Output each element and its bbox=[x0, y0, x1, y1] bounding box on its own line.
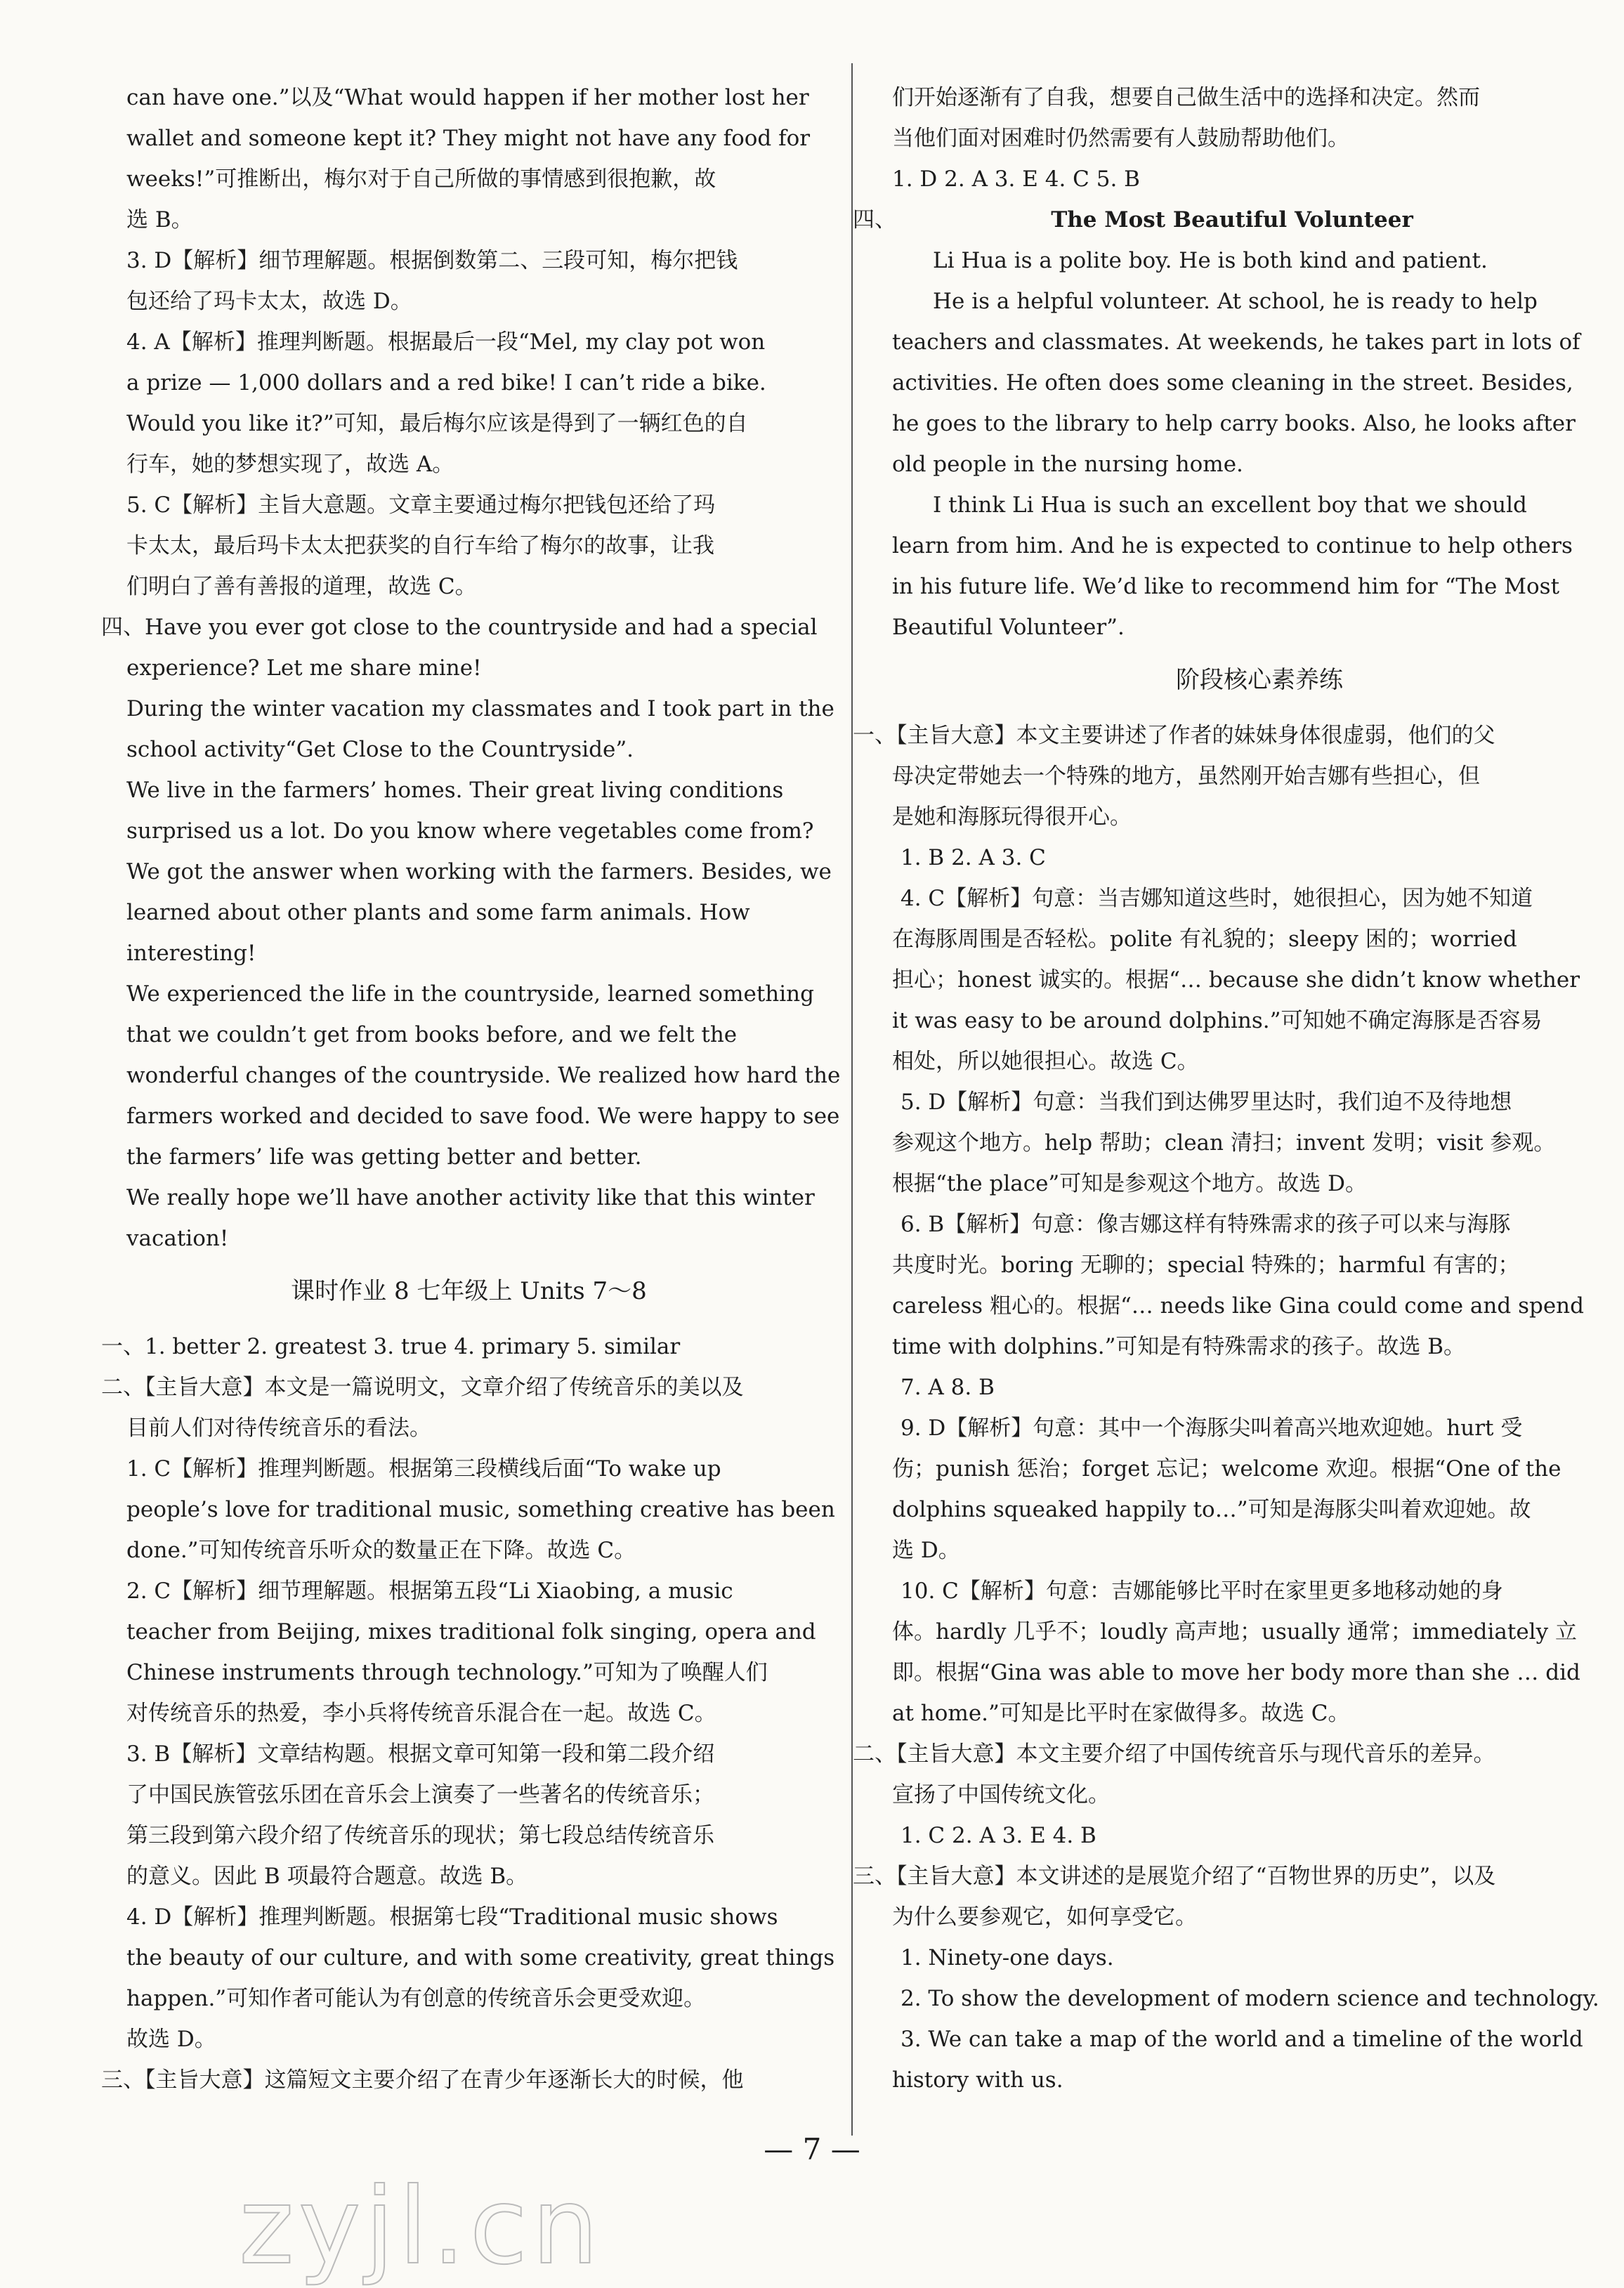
essay-label: 四、 bbox=[853, 207, 896, 233]
text-line: done.”可知传统音乐听众的数量正在下降。故选 C。 bbox=[126, 1538, 636, 1563]
text-line: 根据“the place”可知是参观这个地方。故选 D。 bbox=[892, 1171, 1367, 1196]
text-line: weeks!”可推断出，梅尔对于自己所做的事情感到很抱歉，故 bbox=[126, 166, 716, 192]
text-line: happen.”可知作者可能认为有创意的传统音乐会更受欢迎。 bbox=[126, 1986, 706, 2011]
essay-heading bbox=[853, 200, 1624, 240]
text-line: 行车，她的梦想实现了，故选 A。 bbox=[126, 452, 454, 477]
text-line: it was easy to be around dolphins.”可知她不确定海豚是否容易 bbox=[892, 1008, 1543, 1033]
text-line: can have one.”以及“What would happen if her mother lost her bbox=[126, 85, 809, 110]
text-line: a prize — 1,000 dollars and a red bike! I can’t ride a bike. bbox=[126, 370, 766, 396]
text-line: 们开始逐渐有了自我，想要自己做生活中的选择和决定。然而 bbox=[892, 85, 1480, 110]
text-line: the beauty of our culture, and with some creativity, great things bbox=[126, 1945, 835, 1970]
text-line: at home.”可知是比平时在家做得多。故选 C。 bbox=[892, 1701, 1350, 1726]
text-line: 包还给了玛卡太太，故选 D。 bbox=[126, 289, 412, 314]
text-line: vacation! bbox=[126, 1226, 229, 1251]
text-line: 故选 D。 bbox=[126, 2027, 216, 2052]
text-line: 卡太太，最后玛卡太太把获奖的自行车给了梅尔的故事，让我 bbox=[126, 533, 714, 558]
essay-line: activities. He often does some cleaning in the street. Besides, bbox=[892, 370, 1573, 396]
text-line: We live in the farmers’ homes. Their great living conditions bbox=[126, 778, 784, 803]
text-line: people’s love for traditional music, something creative has been bbox=[126, 1497, 835, 1522]
section-title: 课时作业 8 七年级上 Units 7～8 bbox=[291, 1277, 647, 1305]
text-line: During the winter vacation my classmates and I took part in the bbox=[126, 696, 834, 721]
page-number: — 7 — bbox=[764, 2132, 860, 2166]
text-line: 伤；punish 惩治；forget 忘记；welcome 欢迎。根据“One of the bbox=[892, 1456, 1561, 1482]
answer-2: 2. To show the development of modern science and technology. bbox=[901, 1986, 1599, 2011]
text-line: 宣扬了中国传统文化。 bbox=[892, 1782, 1110, 1807]
answer-3: 3. D【解析】细节理解题。根据倒数第二、三段可知，梅尔把钱 bbox=[126, 248, 738, 273]
text-line: 第三段到第六段介绍了传统音乐的现状；第七段总结传统音乐 bbox=[126, 1823, 714, 1848]
text-line: 体。hardly 几乎不；loudly 高声地；usually 通常；immediately 立 bbox=[892, 1619, 1577, 1645]
text-line: 了中国民族管弦乐团在音乐会上演奏了一些著名的传统音乐； bbox=[126, 1782, 714, 1807]
text-line: careless 粗心的。根据“… needs like Gina could come and spend bbox=[892, 1293, 1584, 1319]
answer-10: 10. C【解析】句意：吉娜能够比平时在家里更多地移动她的身 bbox=[901, 1578, 1503, 1604]
essay-title: The Most Beautiful Volunteer bbox=[1051, 207, 1413, 233]
essay-line: he goes to the library to help carry books. Also, he looks after bbox=[892, 411, 1576, 436]
section-2-summary: 二、【主旨大意】本文主要介绍了中国传统音乐与现代音乐的差异。 bbox=[853, 1741, 1495, 1767]
answer-9: 9. D【解析】句意：其中一个海豚尖叫着高兴地欢迎她。hurt 受 bbox=[901, 1416, 1523, 1441]
section-3-summary: 三、【主旨大意】本文讲述的是展览介绍了“百物世界的历史”，以及 bbox=[853, 1864, 1496, 1889]
text-line: We got the answer when working with the farmers. Besides, we bbox=[126, 859, 832, 884]
answer-list: 1. B 2. A 3. C bbox=[901, 845, 1046, 870]
essay-line: in his future life. We’d like to recommend him for “The Most bbox=[892, 574, 1560, 599]
section-1-summary: 一、【主旨大意】本文主要讲述了作者的妹妹身体很虚弱，他们的父 bbox=[853, 723, 1495, 748]
column-divider bbox=[851, 63, 853, 2136]
text-line: 母决定带她去一个特殊的地方，虽然刚开始吉娜有些担心，但 bbox=[892, 764, 1480, 789]
answer-4: 4. C【解析】句意：当吉娜知道这些时，她很担心，因为她不知道 bbox=[901, 886, 1533, 911]
answer-list: 7. A 8. B bbox=[901, 1375, 995, 1400]
text-line: 共度时光。boring 无聊的；special 特殊的；harmful 有害的； bbox=[892, 1253, 1520, 1278]
answer-5: 5. D【解析】句意：当我们到达佛罗里达时，我们迫不及待地想 bbox=[901, 1090, 1512, 1115]
answer-3: 3. B【解析】文章结构题。根据文章可知第一段和第二段介绍 bbox=[126, 1741, 715, 1767]
essay-line: Li Hua is a polite boy. He is both kind and patient. bbox=[933, 248, 1488, 273]
text-line: the farmers’ life was getting better and better. bbox=[126, 1144, 642, 1170]
essay-line: I think Li Hua is such an excellent boy that we should bbox=[933, 492, 1527, 518]
answer-4: 4. D【解析】推理判断题。根据第七段“Traditional music shows bbox=[126, 1904, 778, 1930]
text-line: 对传统音乐的热爱，李小兵将传统音乐混合在一起。故选 C。 bbox=[126, 1701, 716, 1726]
text-line: experience? Let me share mine! bbox=[126, 655, 482, 681]
text-line: 即。根据“Gina was able to move her body more than she … did bbox=[892, 1660, 1580, 1685]
text-line: We really hope we’ll have another activity like that this winter bbox=[126, 1185, 815, 1210]
text-line: 为什么要参观它，如何享受它。 bbox=[892, 1904, 1197, 1930]
text-line: that we couldn’t get from books before, and we felt the bbox=[126, 1022, 738, 1047]
essay-line: Beautiful Volunteer”. bbox=[892, 615, 1125, 640]
text-line: wallet and someone kept it? They might not have any food for bbox=[126, 126, 811, 151]
text-line: school activity“Get Close to the Countryside”. bbox=[126, 737, 634, 762]
section-1-answers: 一、1. better 2. greatest 3. true 4. primary 5. similar bbox=[101, 1334, 681, 1359]
text-line: 选 D。 bbox=[892, 1538, 960, 1563]
text-line: interesting! bbox=[126, 941, 256, 966]
section-4-essay: 四、Have you ever got close to the countryside and had a special bbox=[101, 615, 818, 640]
right-column bbox=[853, 77, 1624, 2100]
text-line: 当他们面对困难时仍然需要有人鼓励帮助他们。 bbox=[892, 126, 1349, 151]
answer-3: 3. We can take a map of the world and a timeline of the world bbox=[901, 2027, 1583, 2052]
text-line: 们明白了善有善报的道理，故选 C。 bbox=[126, 574, 477, 599]
answer-4: 4. A【解析】推理判断题。根据最后一段“Mel, my clay pot won bbox=[126, 329, 766, 355]
text-line: 担心；honest 诚实的。根据“… because she didn’t know whether bbox=[892, 967, 1580, 993]
text-line: 参观这个地方。help 帮助；clean 清扫；invent 发明；visit 参观。 bbox=[892, 1130, 1556, 1156]
text-line: 在海豚周围是否轻松。polite 有礼貌的；sleepy 困的；worried bbox=[892, 927, 1517, 952]
text-line: Chinese instruments through technology.”可知为了唤醒人们 bbox=[126, 1660, 768, 1685]
text-line: Would you like it?”可知，最后梅尔应该是得到了一辆红色的自 bbox=[126, 411, 748, 436]
essay-line: He is a helpful volunteer. At school, he is ready to help bbox=[933, 289, 1538, 314]
text-line: 目前人们对待传统音乐的看法。 bbox=[126, 1416, 431, 1441]
answer-1: 1. Ninety-one days. bbox=[901, 1945, 1114, 1970]
essay-line: old people in the nursing home. bbox=[892, 452, 1243, 477]
text-line: farmers worked and decided to save food. We were happy to see bbox=[126, 1104, 840, 1129]
section-2-summary: 二、【主旨大意】本文是一篇说明文，文章介绍了传统音乐的美以及 bbox=[101, 1375, 744, 1400]
text-line: 选 B。 bbox=[126, 207, 193, 233]
essay-line: teachers and classmates. At weekends, he takes part in lots of bbox=[892, 329, 1580, 355]
answer-6: 6. B【解析】句意：像吉娜这样有特殊需求的孩子可以来与海豚 bbox=[901, 1212, 1511, 1237]
section-3-summary: 三、【主旨大意】这篇短文主要介绍了在青少年逐渐长大的时候，他 bbox=[101, 2067, 744, 2093]
answer-list: 1. C 2. A 3. E 4. B bbox=[901, 1823, 1096, 1848]
text-line: 的意义。因此 B 项最符合题意。故选 B。 bbox=[126, 1864, 528, 1889]
text-line: 是她和海豚玩得很开心。 bbox=[892, 804, 1132, 830]
text-line: dolphins squeaked happily to…”可知是海豚尖叫着欢迎她。故 bbox=[892, 1497, 1531, 1522]
answer-1: 1. C【解析】推理判断题。根据第三段横线后面“To wake up bbox=[126, 1456, 721, 1482]
section-title: 阶段核心素养练 bbox=[1176, 666, 1343, 694]
text-line: history with us. bbox=[892, 2067, 1063, 2093]
text-line: surprised us a lot. Do you know where vegetables come from? bbox=[126, 818, 814, 844]
text-line: wonderful changes of the countryside. We realized how hard the bbox=[126, 1063, 841, 1088]
essay-line: learn from him. And he is expected to continue to help others bbox=[892, 533, 1573, 558]
left-column bbox=[101, 77, 841, 2100]
answer-list: 1. D 2. A 3. E 4. C 5. B bbox=[892, 166, 1140, 192]
text-line: time with dolphins.”可知是有特殊需求的孩子。故选 B。 bbox=[892, 1334, 1466, 1359]
text-line: learned about other plants and some farm animals. How bbox=[126, 900, 750, 925]
text-line: We experienced the life in the countryside, learned something bbox=[126, 981, 814, 1007]
answer-5: 5. C【解析】主旨大意题。文章主要通过梅尔把钱包还给了玛 bbox=[126, 492, 716, 518]
text-line: teacher from Beijing, mixes traditional folk singing, opera and bbox=[126, 1619, 816, 1645]
watermark: zyjl.cn bbox=[239, 2166, 603, 2288]
text-line: 相处，所以她很担心。故选 C。 bbox=[892, 1049, 1199, 1074]
answer-2: 2. C【解析】细节理解题。根据第五段“Li Xiaobing, a music bbox=[126, 1578, 733, 1604]
